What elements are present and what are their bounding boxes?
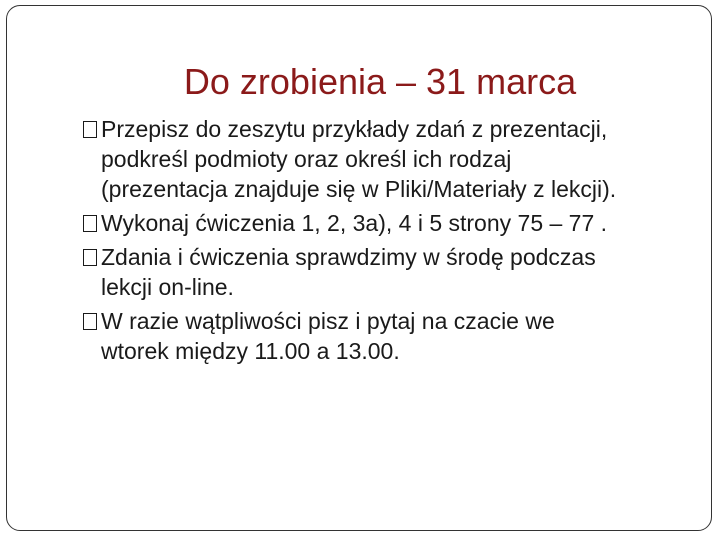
list-item bbox=[83, 242, 703, 302]
list-item bbox=[83, 208, 703, 238]
bullet-box-icon bbox=[83, 215, 97, 232]
bullet-text-line: (prezentacja znajduje się w Pliki/Materiały z lekcji). bbox=[101, 176, 617, 202]
bullet-text-line: W razie wątpliwości pisz i pytaj na czacie we bbox=[101, 308, 555, 334]
list-item bbox=[83, 114, 703, 204]
bullet-text-line: wtorek między 11.00 a 13.00. bbox=[101, 338, 400, 364]
list-item bbox=[83, 306, 703, 366]
bullet-list bbox=[83, 114, 703, 370]
bullet-text-line: podkreśl podmioty oraz określ ich rodzaj bbox=[101, 146, 512, 172]
slide-title: Do zrobienia – 31 marca bbox=[183, 61, 577, 102]
bullet-box-icon bbox=[83, 121, 97, 138]
bullet-box-icon bbox=[83, 249, 97, 266]
bullet-text-line: Zdania i ćwiczenia sprawdzimy w środę podczas bbox=[101, 244, 596, 270]
bullet-text-line: Wykonaj ćwiczenia 1, 2, 3a), 4 i 5 strony 75 – 77 . bbox=[101, 210, 608, 236]
bullet-box-icon bbox=[83, 313, 97, 330]
bullet-text-line: lekcji on-line. bbox=[101, 274, 234, 300]
bullet-text-line: Przepisz do zeszytu przykłady zdań z prezentacji, bbox=[101, 116, 608, 142]
